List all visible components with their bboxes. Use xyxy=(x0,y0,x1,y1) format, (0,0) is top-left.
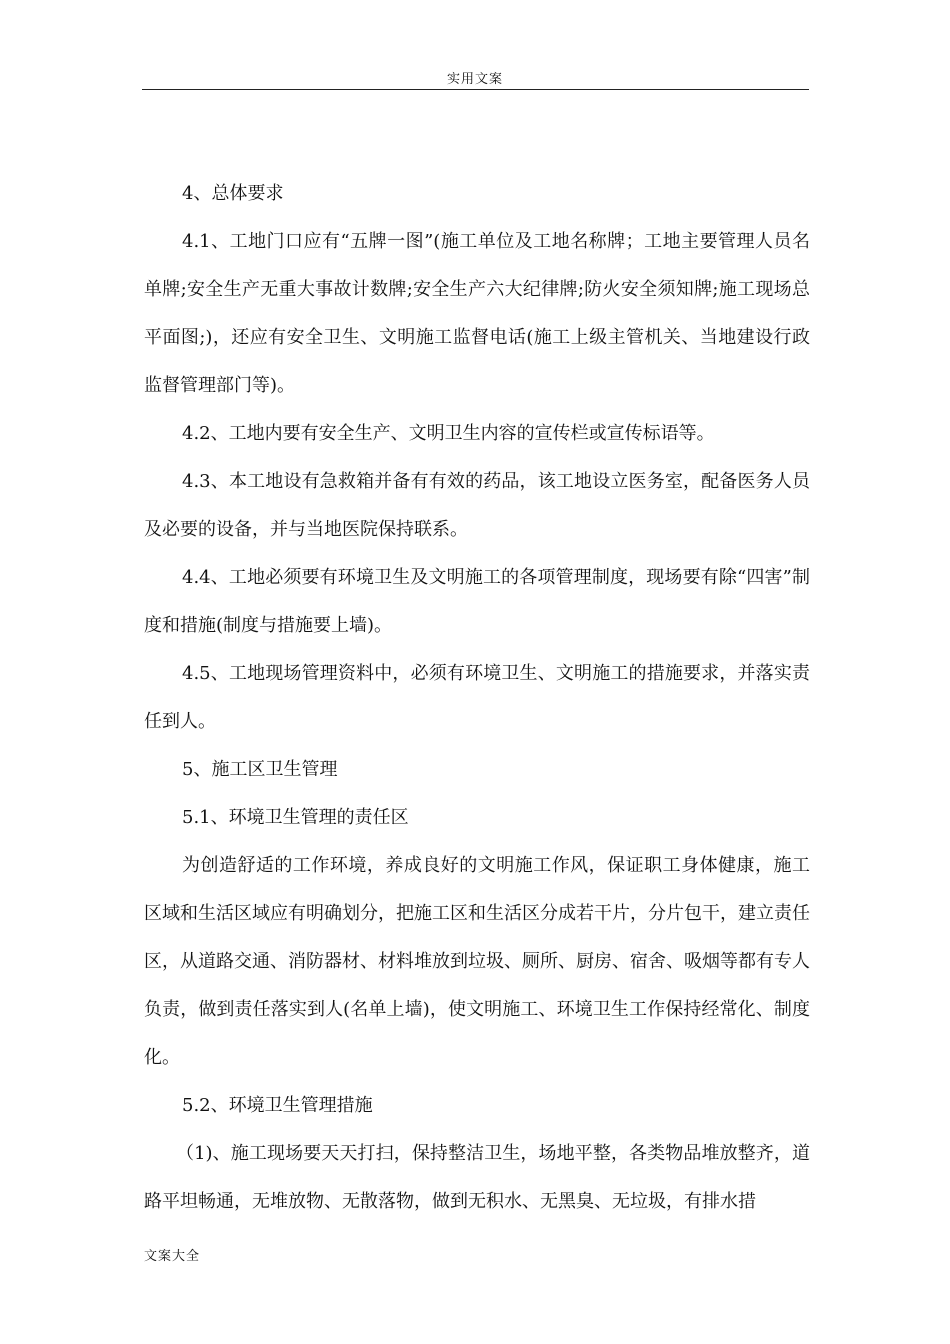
paragraph: 4.5、工地现场管理资料中，必须有环境卫生、文明施工的措施要求，并落实责任到人。 xyxy=(144,663,810,732)
page-header-title: 实用文案 xyxy=(446,72,503,87)
paragraph: 4、总体要求 xyxy=(182,183,284,204)
paragraph: 为创造舒适的工作环境，养成良好的文明施工作风，保证职工身体健康，施工区域和生活区域应有明确划分，把施工区和生活区分成若干片，分片包干，建立责任区，从道路交通、消防器材、材料堆放到垃圾、厕所、厨房、宿舍、吸烟等都有专人负责，做到责任落实到人(名单上墙)，使文明施工、环境卫生工作保持经常化、制度化。 xyxy=(144,855,810,1068)
paragraph: 4.4、工地必须要有环境卫生及文明施工的各项管理制度，现场要有除“四害”制度和措施(制度与措施要上墙)。 xyxy=(144,567,810,636)
paragraph: 4.2、工地内要有安全生产、文明卫生内容的宣传栏或宣传标语等。 xyxy=(182,423,715,444)
paragraph: （1)、施工现场要天天打扫，保持整洁卫生，场地平整，各类物品堆放整齐，道路平坦畅通，无堆放物、无散落物，做到无积水、无黑臭、无垃圾，有排水措 xyxy=(144,1143,810,1212)
paragraph: 4.1、工地门口应有“五牌一图”(施工单位及工地名称牌；工地主要管理人员名单牌;安全生产无重大事故计数牌;安全生产六大纪律牌;防火安全须知牌;施工现场总平面图;)，还应有安全卫生、文明施工监督电话(施工上级主管机关、当地建设行政监督管理部门等)。 xyxy=(144,231,810,396)
header-divider xyxy=(142,89,809,90)
paragraph: 5.1、环境卫生管理的责任区 xyxy=(182,807,409,828)
paragraph: 5、施工区卫生管理 xyxy=(182,759,338,780)
paragraph: 4.3、本工地设有急救箱并备有有效的药品，该工地设立医务室，配备医务人员及必要的设备，并与当地医院保持联系。 xyxy=(144,471,810,540)
paragraph: 5.2、环境卫生管理措施 xyxy=(182,1095,373,1116)
document-body xyxy=(144,170,810,1226)
page-footer-text: 文案大全 xyxy=(144,1249,201,1264)
